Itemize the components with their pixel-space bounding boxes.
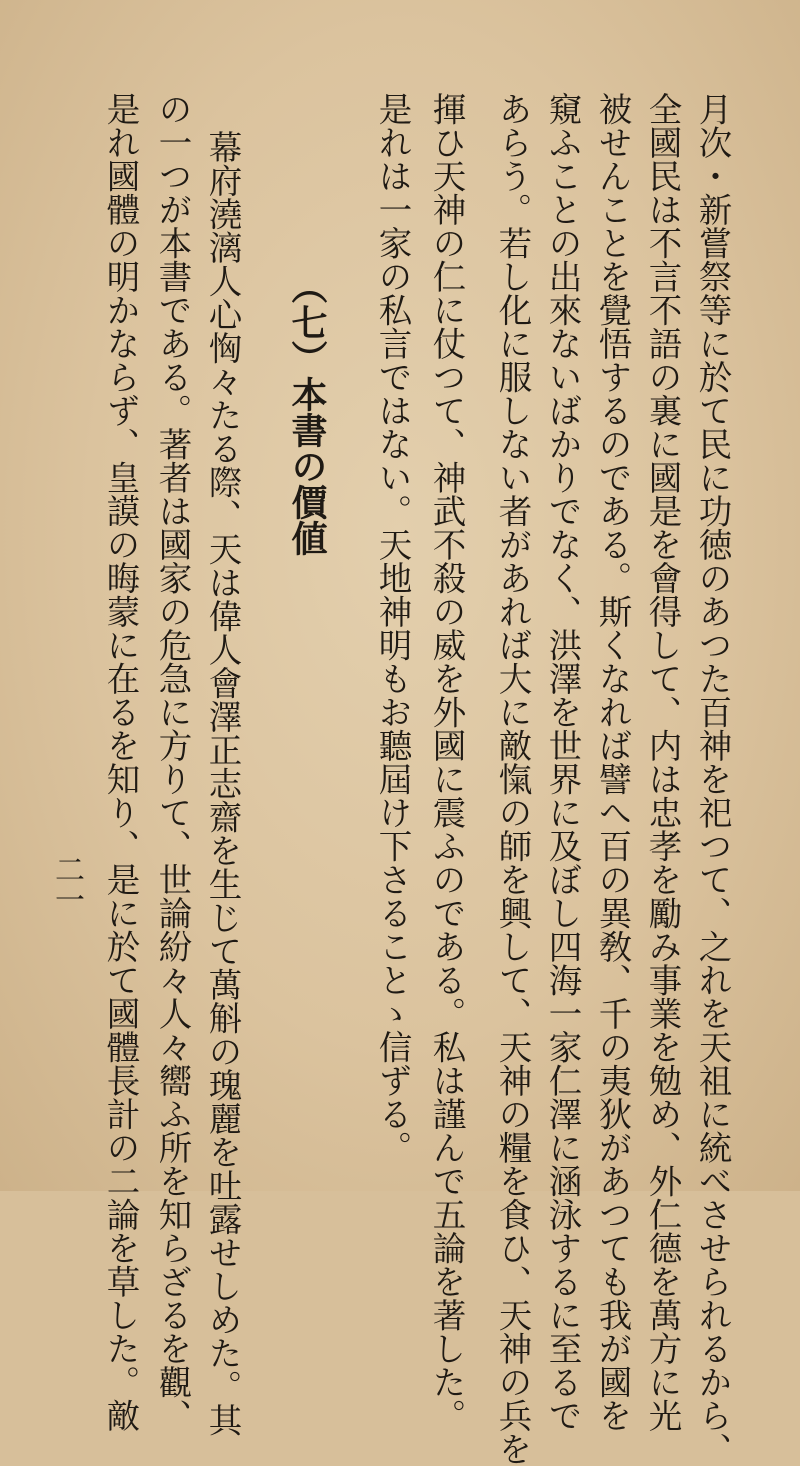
text-column-2: 全國民は不言不語の裏に國是を會得して、内は忠孝を勵み事業を勉め、外仁德を萬方に光	[643, 92, 682, 1432]
section-heading: （七）本書の價値	[286, 268, 327, 556]
body-column-3: 是れ國體の明かならず、皇謨の晦蒙に在るを知り、是に於て國體長計の二論を草した。敵	[101, 92, 140, 1432]
text-column-3: 被せんことを覺悟するのである。斯くなれば譬へ百の異敎、千の夷狄があつても我が國を	[593, 92, 632, 1432]
body-column-2: の一つが本書である。著者は國家の危急に方りて、世論紛々人々嚮ふ所を知らざるを觀、	[153, 92, 192, 1432]
text-column-1: 月次・新嘗祭等に於て民に功徳のあつた百神を祀つて、之れを天祖に統べさせられるから、	[693, 92, 732, 1466]
body-column-1: 幕府澆漓人心恟々たる際、天は偉人會澤正志齋を生じて萬斛の瑰麗を吐露せしめた。其	[203, 130, 242, 1437]
page-number: 二一	[49, 854, 84, 914]
text-column-6: 揮ひ天神の仁に仗つて、神武不殺の威を外國に震ふのである。私は謹んで五論を著した。	[427, 92, 466, 1432]
text-column-5: あらう。若し化に服しない者があれば大に敵愾の師を興して、天神の糧を食ひ、天神の兵を	[493, 92, 532, 1466]
text-column-7: 是れは一家の私言ではない。天地神明もお聽屆け下さることゝ信ずる。	[373, 92, 412, 1164]
text-column-4: 窺ふことの出來ないばかりでなく、洪澤を世界に及ぼし四海一家仁澤に涵泳するに至るで	[543, 92, 582, 1432]
